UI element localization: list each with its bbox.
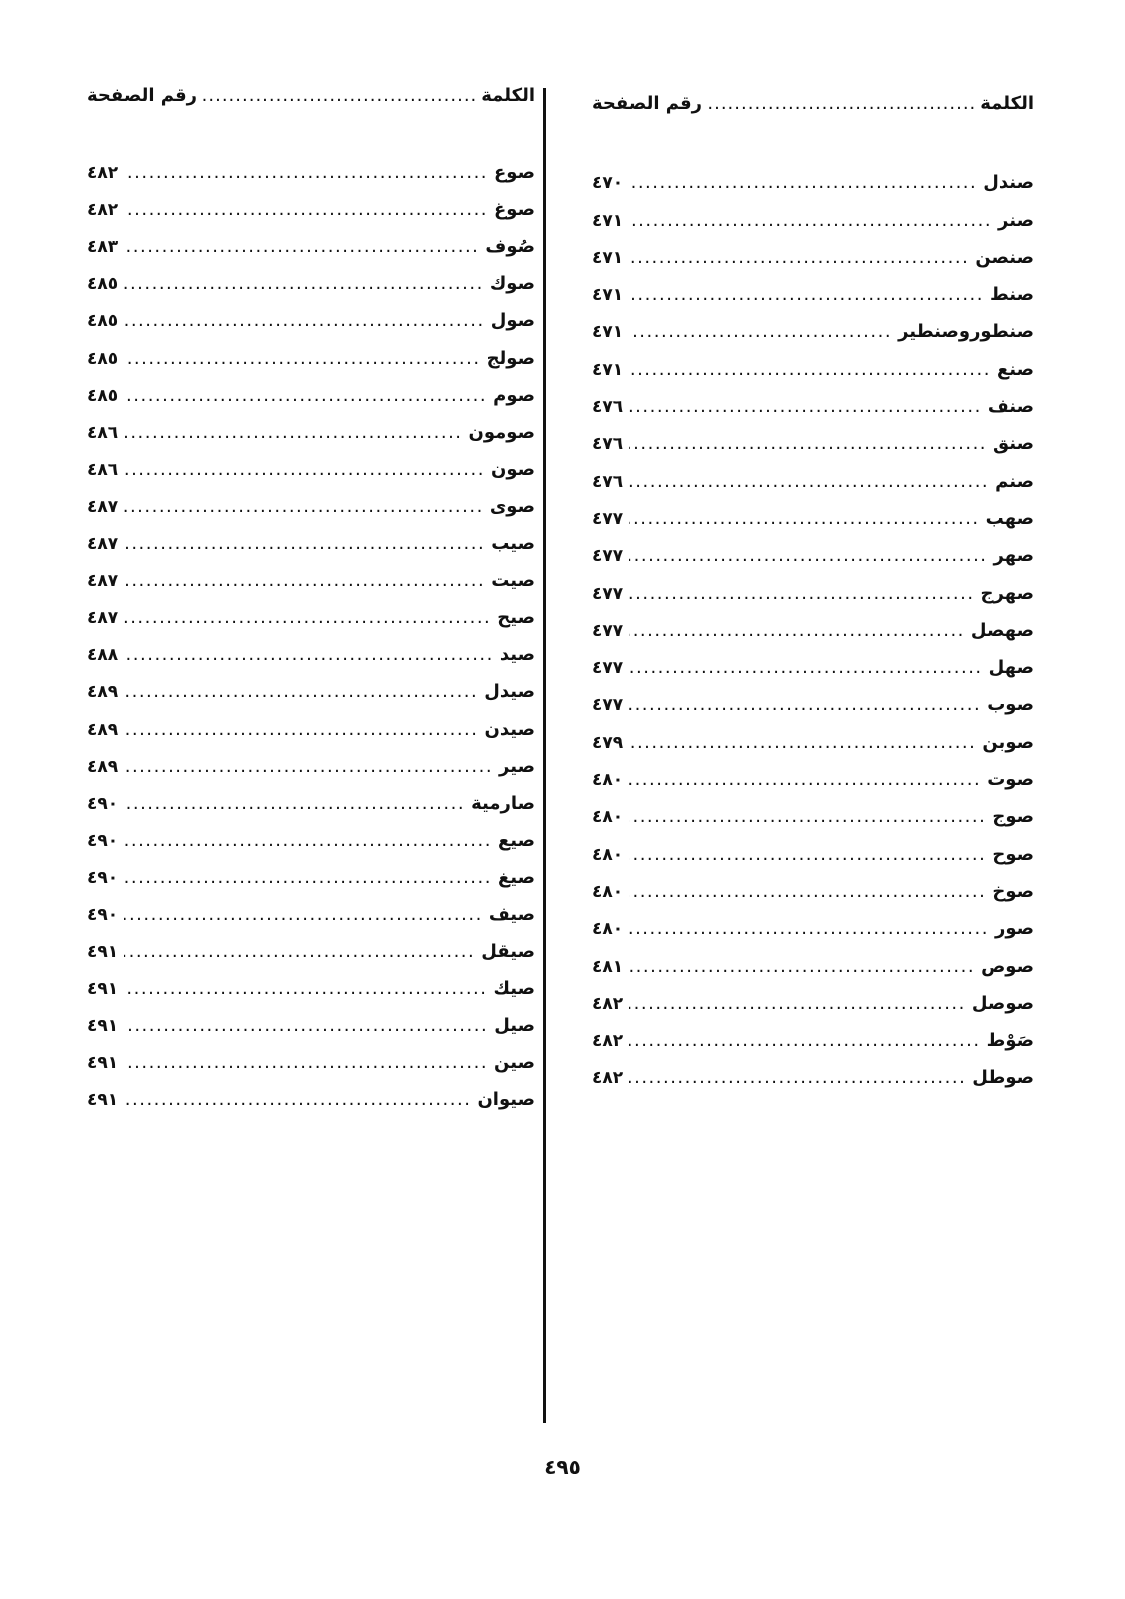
entry-page-number: ٤٨٩ bbox=[87, 682, 119, 703]
leader-dots bbox=[124, 533, 485, 554]
index-entry bbox=[592, 939, 1034, 976]
entry-page-number: ٤٧٦ bbox=[592, 471, 624, 492]
index-entry bbox=[592, 790, 1034, 827]
index-entry bbox=[87, 814, 535, 851]
index-column-left bbox=[87, 80, 535, 1110]
leader-dots bbox=[629, 844, 986, 865]
entry-word: صوبن bbox=[982, 731, 1034, 753]
leader-dots bbox=[124, 830, 492, 851]
index-entry bbox=[87, 665, 535, 702]
column-header bbox=[592, 88, 1034, 114]
leader-dots bbox=[124, 385, 487, 406]
index-entries bbox=[87, 146, 535, 1110]
entry-page-number: ٤٨١ bbox=[592, 956, 624, 977]
leader-dots bbox=[124, 236, 479, 257]
index-entry bbox=[87, 146, 535, 183]
leader-dots bbox=[629, 284, 984, 305]
index-entry bbox=[87, 406, 535, 443]
entry-page-number: ٤٨٠ bbox=[592, 844, 624, 865]
entry-page-number: ٤٨٧ bbox=[87, 608, 119, 629]
entry-word: صوع bbox=[494, 162, 535, 184]
leader-dots bbox=[124, 162, 488, 183]
index-entry bbox=[592, 566, 1034, 603]
index-entry bbox=[592, 417, 1034, 454]
entry-word: صومون bbox=[468, 421, 535, 443]
index-entry bbox=[87, 925, 535, 962]
leader-dots bbox=[629, 545, 987, 566]
index-entry bbox=[592, 641, 1034, 678]
index-entry bbox=[87, 369, 535, 406]
entry-word: صوص bbox=[981, 955, 1034, 977]
index-entry bbox=[87, 554, 535, 591]
entry-page-number: ٤٨٢ bbox=[87, 200, 119, 221]
leader-dots bbox=[124, 681, 478, 702]
leader-dots bbox=[124, 1015, 488, 1036]
leader-dots bbox=[629, 583, 974, 604]
index-entry bbox=[592, 1051, 1034, 1088]
entry-page-number: ٤٧٠ bbox=[592, 173, 624, 194]
leader-dots bbox=[124, 793, 465, 814]
entry-word: صهب bbox=[985, 507, 1034, 529]
leader-dots bbox=[629, 881, 986, 902]
leader-dots bbox=[124, 719, 478, 740]
leader-dots bbox=[124, 978, 487, 999]
entry-page-number: ٤٧١ bbox=[592, 285, 624, 306]
index-entry bbox=[592, 753, 1034, 790]
index-entry bbox=[87, 294, 535, 331]
index-entry bbox=[87, 591, 535, 628]
index-entry bbox=[87, 777, 535, 814]
index-entry bbox=[592, 454, 1034, 491]
header-word-label: الكلمة bbox=[980, 93, 1034, 114]
entry-page-number: ٤٨٦ bbox=[87, 459, 119, 480]
entry-page-number: ٤٨٨ bbox=[87, 645, 119, 666]
index-entries bbox=[592, 156, 1034, 1088]
entry-word: صوب bbox=[987, 694, 1034, 716]
entry-page-number: ٤٨٢ bbox=[592, 993, 624, 1014]
entry-page-number: ٤٧٧ bbox=[592, 620, 624, 641]
leader-dots bbox=[629, 657, 983, 678]
entry-page-number: ٤٨٠ bbox=[592, 807, 624, 828]
header-page-label: رقم الصفحة bbox=[592, 93, 703, 114]
index-entry bbox=[592, 156, 1034, 193]
leader-dots bbox=[124, 1052, 488, 1073]
entry-page-number: ٤٩١ bbox=[87, 1016, 119, 1037]
leader-dots bbox=[124, 459, 485, 480]
index-entry bbox=[87, 851, 535, 888]
leader-dots bbox=[124, 422, 462, 443]
index-entry bbox=[592, 268, 1034, 305]
index-entry bbox=[87, 1036, 535, 1073]
entry-page-number: ٤٨٠ bbox=[592, 919, 624, 940]
index-entry bbox=[87, 740, 535, 777]
entry-page-number: ٤٨٢ bbox=[87, 163, 119, 184]
entry-word: صنصن bbox=[975, 246, 1034, 268]
entry-word: صُوف bbox=[485, 236, 535, 258]
index-entry bbox=[592, 977, 1034, 1014]
leader-dots bbox=[629, 806, 986, 827]
entry-word: صوك bbox=[489, 273, 535, 295]
entry-word: صيب bbox=[491, 533, 535, 555]
index-entry bbox=[87, 331, 535, 368]
index-entry bbox=[87, 183, 535, 220]
header-word-label: الكلمة bbox=[481, 85, 535, 106]
leader-dots bbox=[629, 210, 992, 231]
entry-page-number: ٤٧٦ bbox=[592, 397, 624, 418]
index-entry bbox=[592, 231, 1034, 268]
index-entry bbox=[87, 999, 535, 1036]
leader-dots bbox=[629, 1030, 980, 1051]
index-entry bbox=[87, 443, 535, 480]
entry-word: صهصل bbox=[970, 619, 1034, 641]
leader-dots bbox=[629, 769, 981, 790]
entry-page-number: ٤٩١ bbox=[87, 979, 119, 1000]
entry-word: صيد bbox=[499, 644, 535, 666]
entry-page-number: ٤٧٧ bbox=[592, 546, 624, 567]
leader-dots bbox=[124, 310, 485, 331]
index-entry bbox=[592, 678, 1034, 715]
entry-word: صوت bbox=[987, 769, 1034, 791]
index-entry bbox=[87, 702, 535, 739]
leader-dots bbox=[124, 867, 492, 888]
entry-word: صنق bbox=[993, 433, 1034, 455]
entry-word: صور bbox=[994, 918, 1034, 940]
leader-dots bbox=[124, 1089, 471, 1110]
entry-page-number: ٤٧٧ bbox=[592, 658, 624, 679]
entry-page-number: ٤٧١ bbox=[592, 247, 624, 268]
entry-word: صين bbox=[494, 1052, 535, 1074]
entry-word: صير bbox=[499, 755, 535, 777]
leader-dots bbox=[629, 694, 981, 715]
entry-page-number: ٤٨٦ bbox=[87, 422, 119, 443]
entry-page-number: ٤٨٧ bbox=[87, 534, 119, 555]
index-entry bbox=[592, 529, 1034, 566]
index-entry bbox=[592, 305, 1034, 342]
index-entry bbox=[592, 604, 1034, 641]
index-entry bbox=[592, 827, 1034, 864]
entry-page-number: ٤٨٧ bbox=[87, 571, 119, 592]
index-entry bbox=[592, 342, 1034, 379]
entry-word: صيغ bbox=[497, 866, 535, 888]
entry-word: صندل bbox=[983, 172, 1034, 194]
index-entry bbox=[87, 962, 535, 999]
column-header bbox=[87, 80, 535, 106]
leader-dots bbox=[629, 247, 969, 268]
entry-page-number: ٤٨٥ bbox=[87, 385, 119, 406]
entry-word: صيدن bbox=[484, 718, 535, 740]
entry-page-number: ٤٨٥ bbox=[87, 348, 119, 369]
entry-word: صيقل bbox=[481, 941, 535, 963]
entry-page-number: ٤٧١ bbox=[592, 359, 624, 380]
column-divider bbox=[543, 88, 546, 1423]
entry-word: صوح bbox=[992, 843, 1034, 865]
header-leader-dots bbox=[201, 85, 477, 106]
leader-dots bbox=[629, 396, 982, 417]
entry-word: صولج bbox=[486, 347, 535, 369]
entry-word: صارمية bbox=[471, 792, 535, 814]
index-entry bbox=[87, 257, 535, 294]
entry-page-number: ٤٩٠ bbox=[87, 793, 119, 814]
leader-dots bbox=[124, 496, 484, 517]
index-entry bbox=[87, 480, 535, 517]
index-entry bbox=[592, 902, 1034, 939]
leader-dots bbox=[124, 199, 488, 220]
entry-page-number: ٤٩١ bbox=[87, 942, 119, 963]
leader-dots bbox=[629, 993, 966, 1014]
entry-page-number: ٤٨٢ bbox=[592, 1068, 624, 1089]
entry-word: صيع bbox=[497, 829, 535, 851]
entry-page-number: ٤٩٠ bbox=[87, 904, 119, 925]
entry-page-number: ٤٨٧ bbox=[87, 496, 119, 517]
entry-page-number: ٤٧١ bbox=[592, 322, 624, 343]
index-entry bbox=[87, 888, 535, 925]
leader-dots bbox=[629, 1067, 966, 1088]
entry-word: صوخ bbox=[992, 880, 1034, 902]
entry-word: صوج bbox=[992, 806, 1034, 828]
entry-page-number: ٤٨٢ bbox=[592, 1031, 624, 1052]
entry-page-number: ٤٩١ bbox=[87, 1090, 119, 1111]
entry-page-number: ٤٨٠ bbox=[592, 770, 624, 791]
leader-dots bbox=[629, 732, 976, 753]
entry-word: صنع bbox=[996, 358, 1034, 380]
entry-word: صهر bbox=[993, 545, 1034, 567]
entry-word: صيك bbox=[493, 978, 535, 1000]
entry-page-number: ٤٩١ bbox=[87, 1053, 119, 1074]
entry-page-number: ٤٨٥ bbox=[87, 311, 119, 332]
entry-word: صيح bbox=[497, 607, 535, 629]
entry-word: صنر bbox=[998, 209, 1034, 231]
entry-word: صنطوروصنطير bbox=[898, 321, 1034, 343]
leader-dots bbox=[629, 172, 977, 193]
entry-page-number: ٤٧١ bbox=[592, 210, 624, 231]
leader-dots bbox=[124, 644, 494, 665]
index-entry bbox=[87, 220, 535, 257]
index-entry bbox=[592, 865, 1034, 902]
entry-word: صوى bbox=[489, 495, 535, 517]
entry-word: صون bbox=[490, 458, 535, 480]
entry-word: صول bbox=[490, 310, 535, 332]
page-number: ٤٩٥ bbox=[544, 1455, 581, 1479]
entry-page-number: ٤٧٩ bbox=[592, 732, 624, 753]
entry-page-number: ٤٨٠ bbox=[592, 881, 624, 902]
entry-page-number: ٤٧٦ bbox=[592, 434, 624, 455]
entry-word: صيوان bbox=[477, 1089, 535, 1111]
entry-word: صيل bbox=[494, 1015, 535, 1037]
index-column-right bbox=[592, 88, 1034, 1088]
entry-word: صهرج bbox=[980, 582, 1034, 604]
leader-dots bbox=[629, 359, 991, 380]
index-entry bbox=[87, 517, 535, 554]
entry-word: صوغ bbox=[494, 199, 535, 221]
entry-page-number: ٤٨٩ bbox=[87, 719, 119, 740]
leader-dots bbox=[629, 508, 980, 529]
leader-dots bbox=[124, 570, 485, 591]
entry-word: صَوْط bbox=[986, 1030, 1034, 1052]
leader-dots bbox=[629, 956, 975, 977]
entry-page-number: ٤٩٠ bbox=[87, 867, 119, 888]
index-entry bbox=[592, 380, 1034, 417]
entry-page-number: ٤٩٠ bbox=[87, 830, 119, 851]
leader-dots bbox=[629, 918, 989, 939]
entry-page-number: ٤٨٣ bbox=[87, 237, 119, 258]
entry-word: صوم bbox=[493, 384, 535, 406]
leader-dots bbox=[124, 273, 484, 294]
header-leader-dots bbox=[706, 93, 976, 114]
index-entry bbox=[592, 492, 1034, 529]
leader-dots bbox=[124, 904, 483, 925]
entry-page-number: ٤٧٧ bbox=[592, 695, 624, 716]
entry-page-number: ٤٨٥ bbox=[87, 274, 119, 295]
entry-word: صوصل bbox=[971, 992, 1034, 1014]
index-entry bbox=[87, 1073, 535, 1110]
leader-dots bbox=[629, 433, 987, 454]
leader-dots bbox=[124, 756, 493, 777]
leader-dots bbox=[629, 471, 989, 492]
leader-dots bbox=[124, 607, 491, 628]
leader-dots bbox=[629, 321, 892, 342]
index-entry bbox=[87, 628, 535, 665]
entry-word: صنط bbox=[989, 284, 1034, 306]
entry-page-number: ٤٧٧ bbox=[592, 583, 624, 604]
index-entry bbox=[592, 715, 1034, 752]
index-entry bbox=[592, 193, 1034, 230]
leader-dots bbox=[124, 941, 475, 962]
index-entry bbox=[592, 1014, 1034, 1051]
leader-dots bbox=[629, 620, 965, 641]
entry-word: صنم bbox=[995, 470, 1034, 492]
leader-dots bbox=[124, 348, 480, 369]
entry-page-number: ٤٨٩ bbox=[87, 756, 119, 777]
entry-word: صيدل bbox=[484, 681, 535, 703]
entry-word: صوطل bbox=[972, 1067, 1034, 1089]
entry-word: صنف bbox=[987, 396, 1034, 418]
header-page-label: رقم الصفحة bbox=[87, 85, 198, 106]
entry-word: صيف bbox=[488, 903, 535, 925]
entry-word: صهل bbox=[988, 657, 1034, 679]
entry-page-number: ٤٧٧ bbox=[592, 508, 624, 529]
entry-word: صيت bbox=[491, 570, 535, 592]
